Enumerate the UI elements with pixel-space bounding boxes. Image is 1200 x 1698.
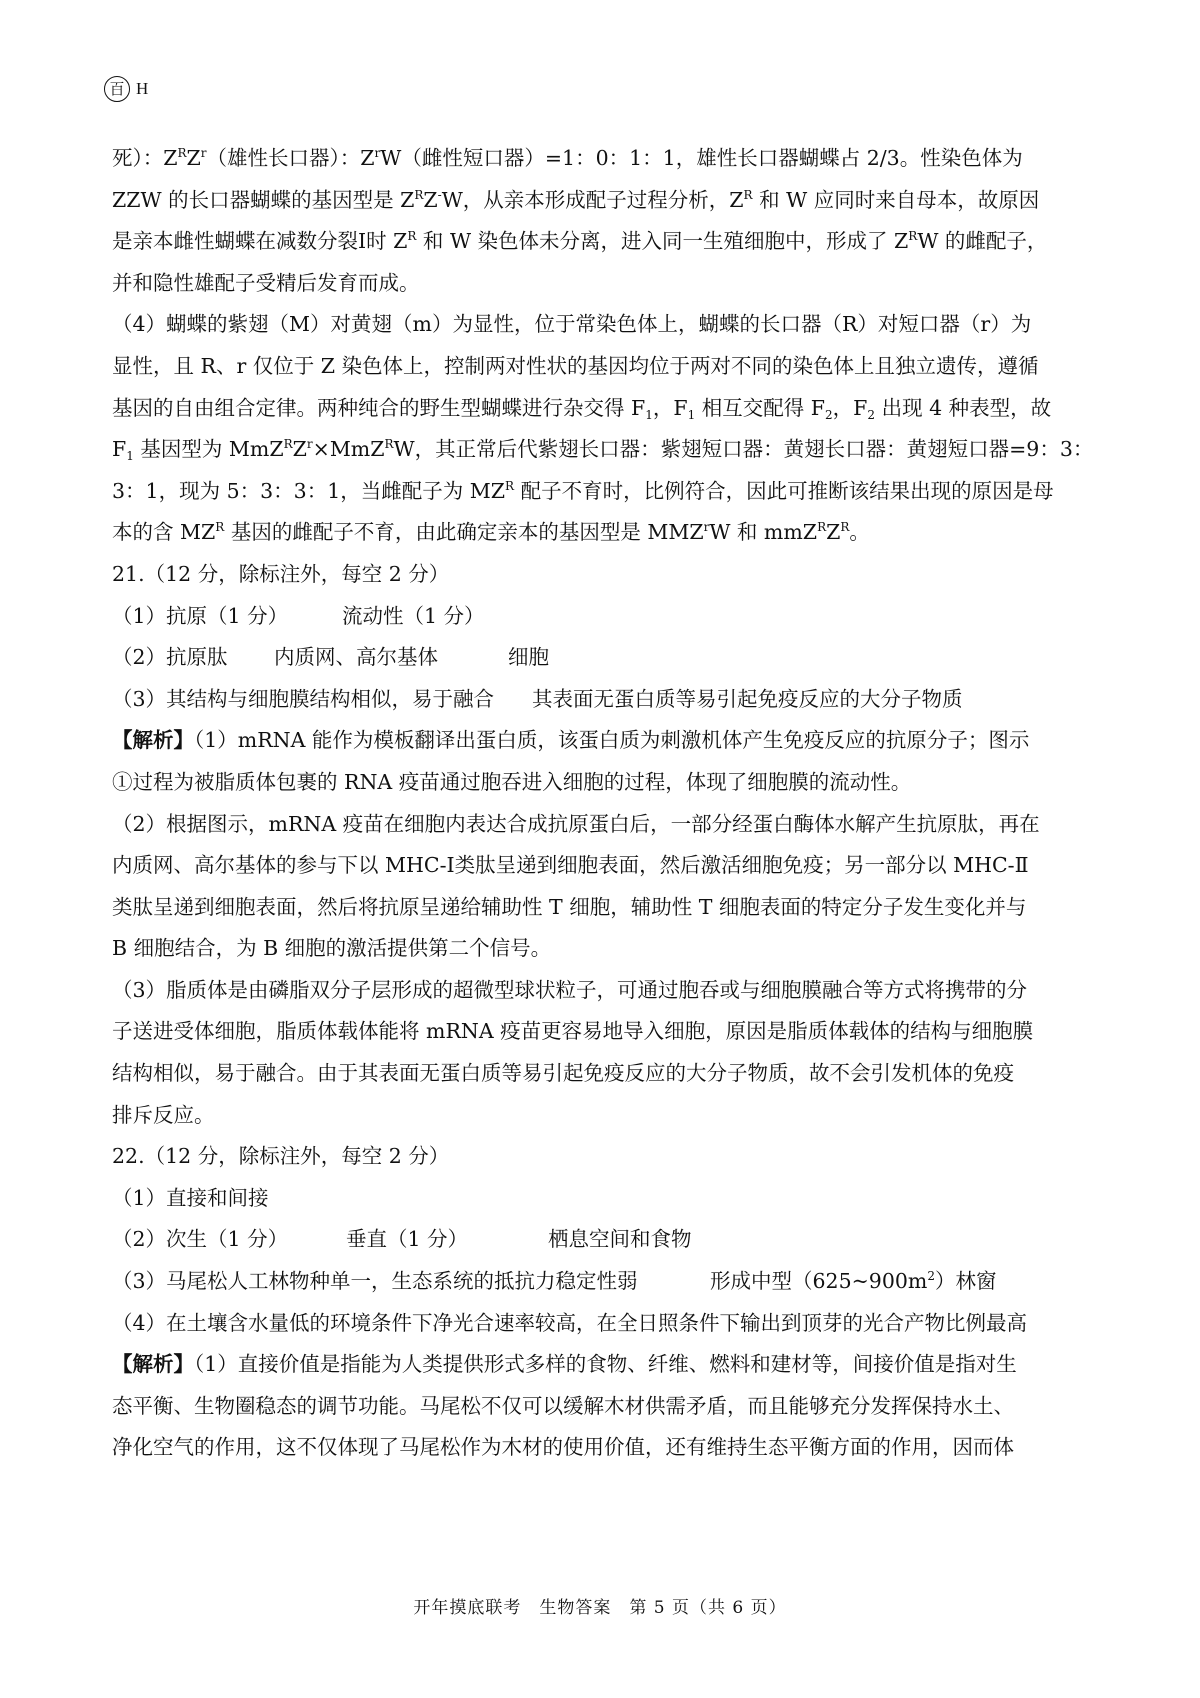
q22-analysis-line-1: 【解析】（1）直接价值是指能为人类提供形式多样的食物、纤维、燃料和建材等，间接价值是指对生	[112, 1352, 1017, 1377]
q21-analysis-line-6: B 细胞结合，为 B 细胞的激活提供第二个信号。	[112, 936, 552, 961]
q20-line-4: 并和隐性雄配子受精后发育而成。	[112, 270, 420, 295]
answer-content	[112, 138, 1100, 1469]
q22-analysis-line-3: 净化空气的作用，这不仅体现了马尾松作为木材的使用价值，还有维持生态平衡方面的作用，因而体	[112, 1435, 1014, 1460]
q20-line-2: ZZW 的长口器蝴蝶的基因型是 $Z^RZ^-W$，从亲本形成配子过程分析，$Z^R$ 和 W 应同时来自母本，故原因	[112, 187, 1040, 212]
q22-analysis-line-2: 态平衡、生物圈稳态的调节功能。马尾松不仅可以缓解木材供需矛盾，而且能够充分发挥保持水土、	[112, 1393, 1014, 1418]
page-footer: 开年摸底联考 生物答案 第 5 页（共 6 页）	[413, 1598, 787, 1618]
q22-answer-1: （1）直接和间接	[112, 1185, 269, 1210]
q21-answer-1: （1）抗原（1 分） 流动性（1 分）	[112, 603, 485, 628]
q21-answer-2: （2）抗原肽 内质网、高尔基体 细胞	[112, 645, 549, 670]
q22-answer-4: （4）在土壤含水量低的环境条件下净光合速率较高，在全日照条件下输出到顶芽的光合产物比例最高	[112, 1310, 1028, 1335]
q21-analysis-line-4: 内质网、高尔基体的参与下以 MHC-Ⅰ类肽呈递到细胞表面，然后激活细胞免疫；另一部分以 MHC-Ⅱ	[112, 853, 1029, 878]
header-logo	[104, 76, 148, 102]
q20-part4-line-6: 本的含 $MZ^R$ 基因的雌配子不育，由此确定亲本的基因型是 MMZ$^r$W 和 $mmZ^RZ^R$。	[112, 520, 870, 545]
logo-circle-icon: 百	[104, 76, 130, 102]
q22-answer-3: （3）马尾松人工林物种单一，生态系统的抵抗力稳定性弱 形成中型$(625\sim 900m^2)$林窗	[112, 1269, 997, 1294]
q20-part4-line-1: （4）蝴蝶的紫翅（M）对黄翅（m）为显性，位于常染色体上，蝴蝶的长口器（R）对短口器（r）为	[112, 312, 1032, 337]
q21-analysis-line-8: 子送进受体细胞，脂质体载体能将 mRNA 疫苗更容易地导入细胞，原因是脂质体载体的结构与细胞膜	[112, 1019, 1034, 1044]
logo-letter: H	[136, 79, 149, 98]
q21-analysis-line-7: （3）脂质体是由磷脂双分子层形成的超微型球状粒子，可通过胞吞或与细胞膜融合等方式将携带的分	[112, 977, 1028, 1002]
q21-title: 21.（12 分，除标注外，每空 2 分）	[112, 561, 450, 586]
q21-analysis-line-1: 【解析】（1）mRNA 能作为模板翻译出蛋白质，该蛋白质为刺激机体产生免疫反应的抗原分子；图示	[112, 728, 1030, 753]
q20-part4-line-5: 3：1，现为 5：3：3：1，当雌配子为 $MZ^R$ 配子不育时，比例符合，因此可推断该结果出现的原因是母	[112, 478, 1054, 503]
q20-part4-line-3: 基因的自由组合定律。两种纯合的野生型蝴蝶进行杂交得 $F_1$，$F_1$ 相互交配得 $F_2$，$F_2$ 出现 4 种表型，故	[112, 395, 1052, 422]
q21-analysis-line-5: 类肽呈递到细胞表面，然后将抗原呈递给辅助性 T 细胞，辅助性 T 细胞表面的特定分子发生变化并与	[112, 894, 1027, 919]
analysis-tag: 【解析】	[112, 728, 194, 753]
q21-analysis-line-2: ①过程为被脂质体包裹的 RNA 疫苗通过胞吞进入细胞的过程，体现了细胞膜的流动性。	[112, 769, 912, 794]
analysis-tag: 【解析】	[112, 1352, 194, 1377]
q21-analysis-line-9: 结构相似，易于融合。由于其表面无蛋白质等易引起免疫反应的大分子物质，故不会引发机体的免疫	[112, 1061, 1014, 1086]
q22-answer-2: （2）次生（1 分） 垂直（1 分） 栖息空间和食物	[112, 1227, 692, 1252]
q20-line-1: 死）：$Z^RZ^r$（雄性长口器）：$Z^rW$（雌性短口器）=1：0：1：1，雄性长口器蝴蝶占 2/3。性染色体为	[112, 146, 1023, 170]
q21-analysis-line-10: 排斥反应。	[112, 1102, 215, 1127]
q22-title: 22.（12 分，除标注外，每空 2 分）	[112, 1144, 450, 1169]
q20-part4-line-4: $F_1$ 基因型为 $MmZ^RZ^r\times MmZ^RW$，其正常后代紫翅长口器：紫翅短口器：黄翅长口器：黄翅短口器=9：3：	[112, 437, 1094, 464]
q20-line-3: 是亲本雌性蝴蝶在减数分裂Ⅰ时 $Z^R$ 和 W 染色体未分离，进入同一生殖细胞中，形成了 $Z^RW$ 的雌配子，	[112, 229, 1048, 254]
q21-analysis-line-3: （2）根据图示，mRNA 疫苗在细胞内表达合成抗原蛋白后，一部分经蛋白酶体水解产生抗原肽，再在	[112, 811, 1040, 836]
q20-part4-line-2: 显性，且 R、r 仅位于 Z 染色体上，控制两对性状的基因均位于两对不同的染色体上且独立遗传，遵循	[112, 353, 1039, 378]
q21-answer-3: （3）其结构与细胞膜结构相似，易于融合 其表面无蛋白质等易引起免疫反应的大分子物质	[112, 686, 963, 711]
